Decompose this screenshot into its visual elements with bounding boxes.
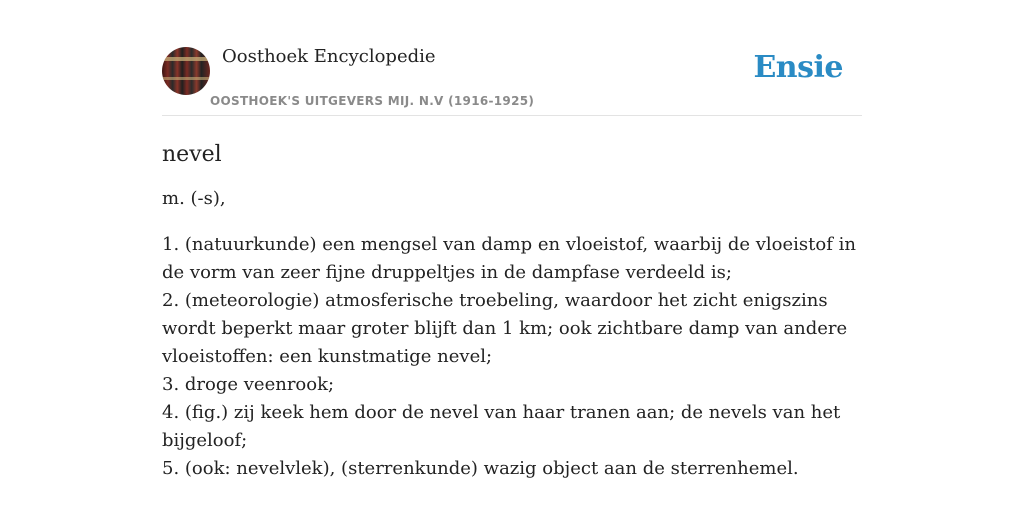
definition-item: 3. droge veenrook; [162, 374, 335, 395]
entry-headword: nevel [162, 142, 222, 167]
definition-item: 2. (meteorologie) atmosferische troebeling, waardoor het zicht enigszins wordt beperkt maar groter blijft dan 1 km; ook zichtbare damp van andere vloeistoffen: een kunstmatige nevel; [162, 290, 848, 367]
definition-item: 4. (fig.) zij keek hem door de nevel van haar tranen aan; de nevels van het bijgeloof; [162, 402, 841, 451]
entry-grammar: m. (-s), [162, 188, 226, 209]
brand-logo[interactable]: Ensie [753, 50, 843, 85]
page [162, 0, 862, 483]
site-title[interactable]: Oosthoek Encyclopedie [222, 46, 436, 67]
definition-item: 5. (ook: nevelvlek), (sterrenkunde) wazig object aan de sterrenhemel. [162, 458, 799, 479]
definition-list [162, 231, 862, 483]
header [162, 0, 862, 116]
definition-item: 1. (natuurkunde) een mengsel van damp en vloeistof, waarbij de vloeistof in de vorm van zeer fijne druppeltjes in de dampfase verdeeld is; [162, 234, 856, 283]
publisher-label: OOSTHOEK'S UITGEVERS MIJ. N.V (1916-1925) [210, 94, 535, 108]
encyclopedia-books-avatar[interactable] [162, 47, 210, 95]
